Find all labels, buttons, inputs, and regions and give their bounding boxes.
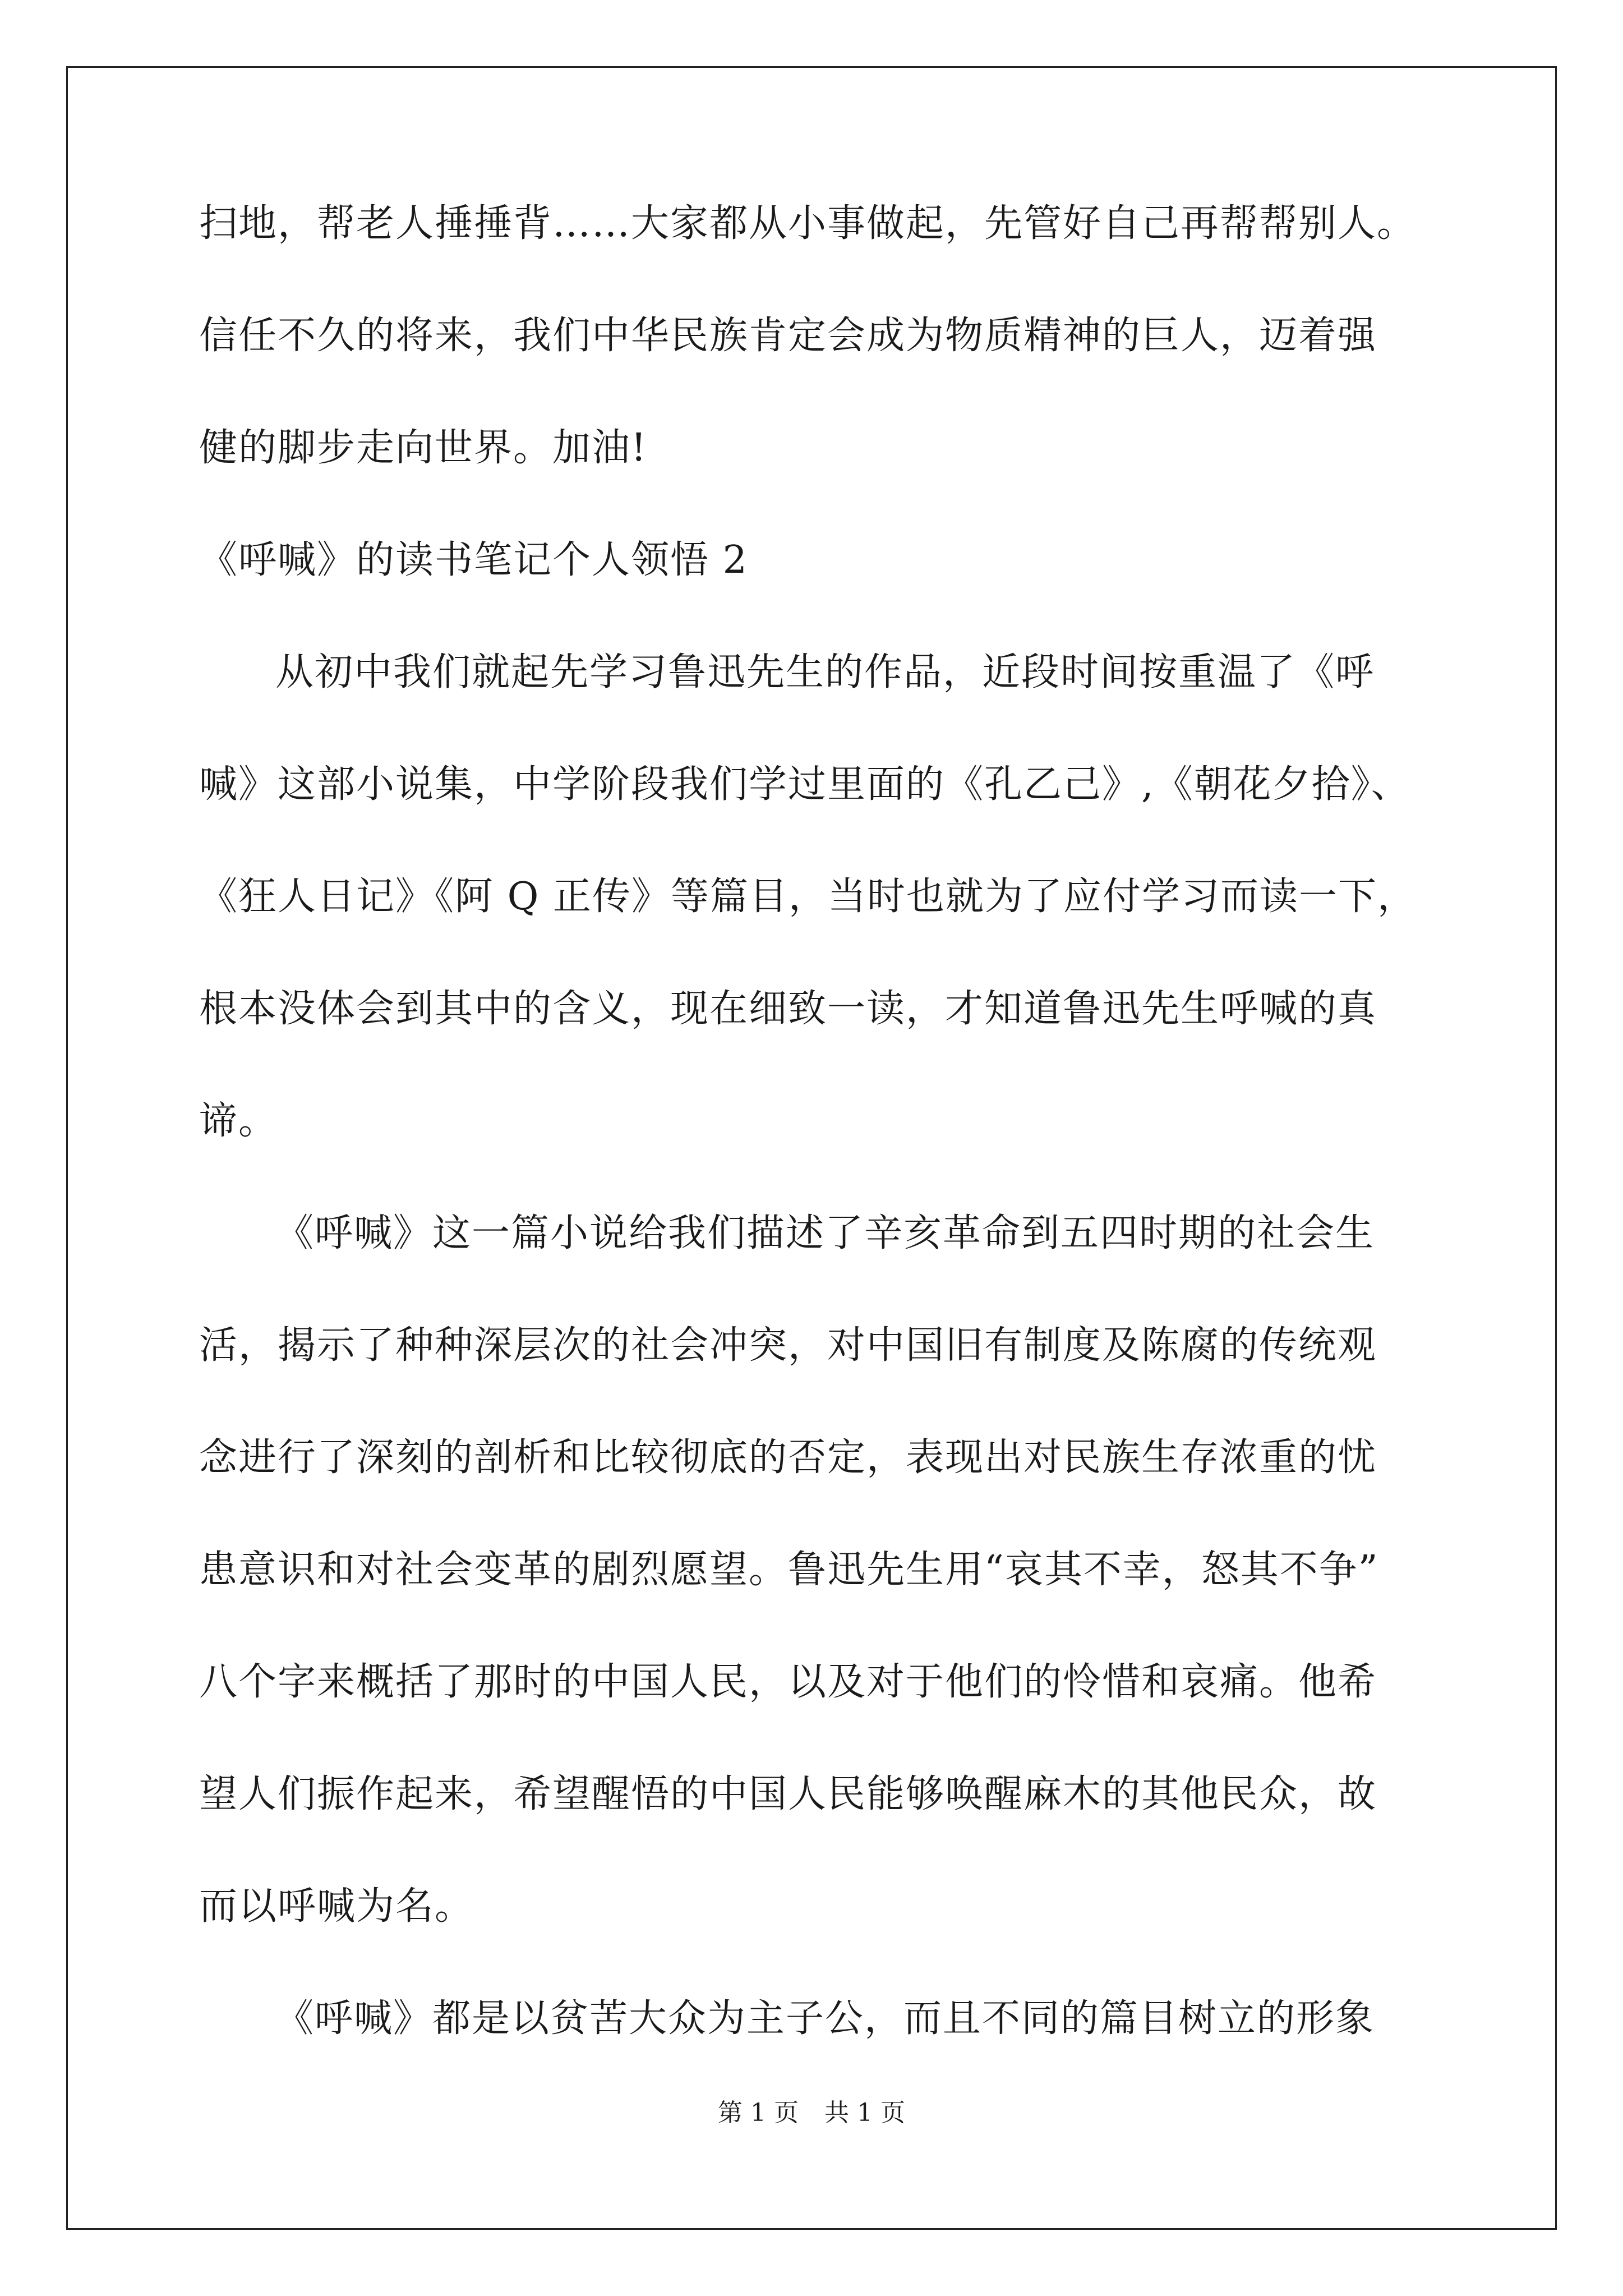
text-line: 根本没体会到其中的含义，现在细致一读，才知道鲁迅先生呼喊的真 [199,987,1377,1031]
text-line: 扫地，帮老人捶捶背……大家都从小事做起，先管好自己再帮帮别人。 [199,201,1417,246]
text-line: 活，揭示了种种深层次的社会冲突，对中国旧有制度及陈腐的传统观 [199,1323,1377,1368]
text-line: 《呼喊》都是以贫苦大众为主子公，而且不同的篇目树立的形象 [275,1996,1375,2041]
page-number-total: 共 1 页 [824,2099,905,2127]
page-footer [0,2101,1623,2125]
text-line: 八个字来概括了那时的中国人民，以及对于他们的怜惜和哀痛。他希 [199,1660,1377,1704]
text-line: 《狂人日记》《阿 Q 正传》等篇目，当时也就为了应付学习而读一下， [199,875,1417,919]
document-body [199,201,1433,2112]
text-line: 《呼喊》这一篇小说给我们描述了辛亥革命到五四时期的社会生 [275,1211,1375,1255]
text-line: 健的脚步走向世界。加油! [199,426,648,470]
text-line: 谛。 [199,1099,278,1143]
text-line: 从初中我们就起先学习鲁迅先生的作品，近段时间按重温了《呼 [275,650,1375,694]
text-line: 而以呼喊为名。 [199,1884,474,1929]
section-heading: 《呼喊》的读书笔记个人领悟 2 [199,538,748,582]
text-line: 信任不久的将来，我们中华民族肯定会成为物质精神的巨人，迈着强 [199,314,1377,358]
text-line: 望人们振作起来，希望醒悟的中国人民能够唤醒麻木的其他民众，故 [199,1772,1377,1816]
text-line: 喊》这部小说集，中学阶段我们学过里面的《孔乙己》,《朝花夕拾》、 [199,762,1410,807]
page-number-current: 第 1 页 [718,2099,799,2127]
text-line: 念进行了深刻的剖析和比较彻底的否定，表现出对民族生存浓重的忧 [199,1435,1377,1480]
text-line: 患意识和对社会变革的剧烈愿望。鲁迅先生用“哀其不幸，怒其不争” [199,1548,1379,1592]
